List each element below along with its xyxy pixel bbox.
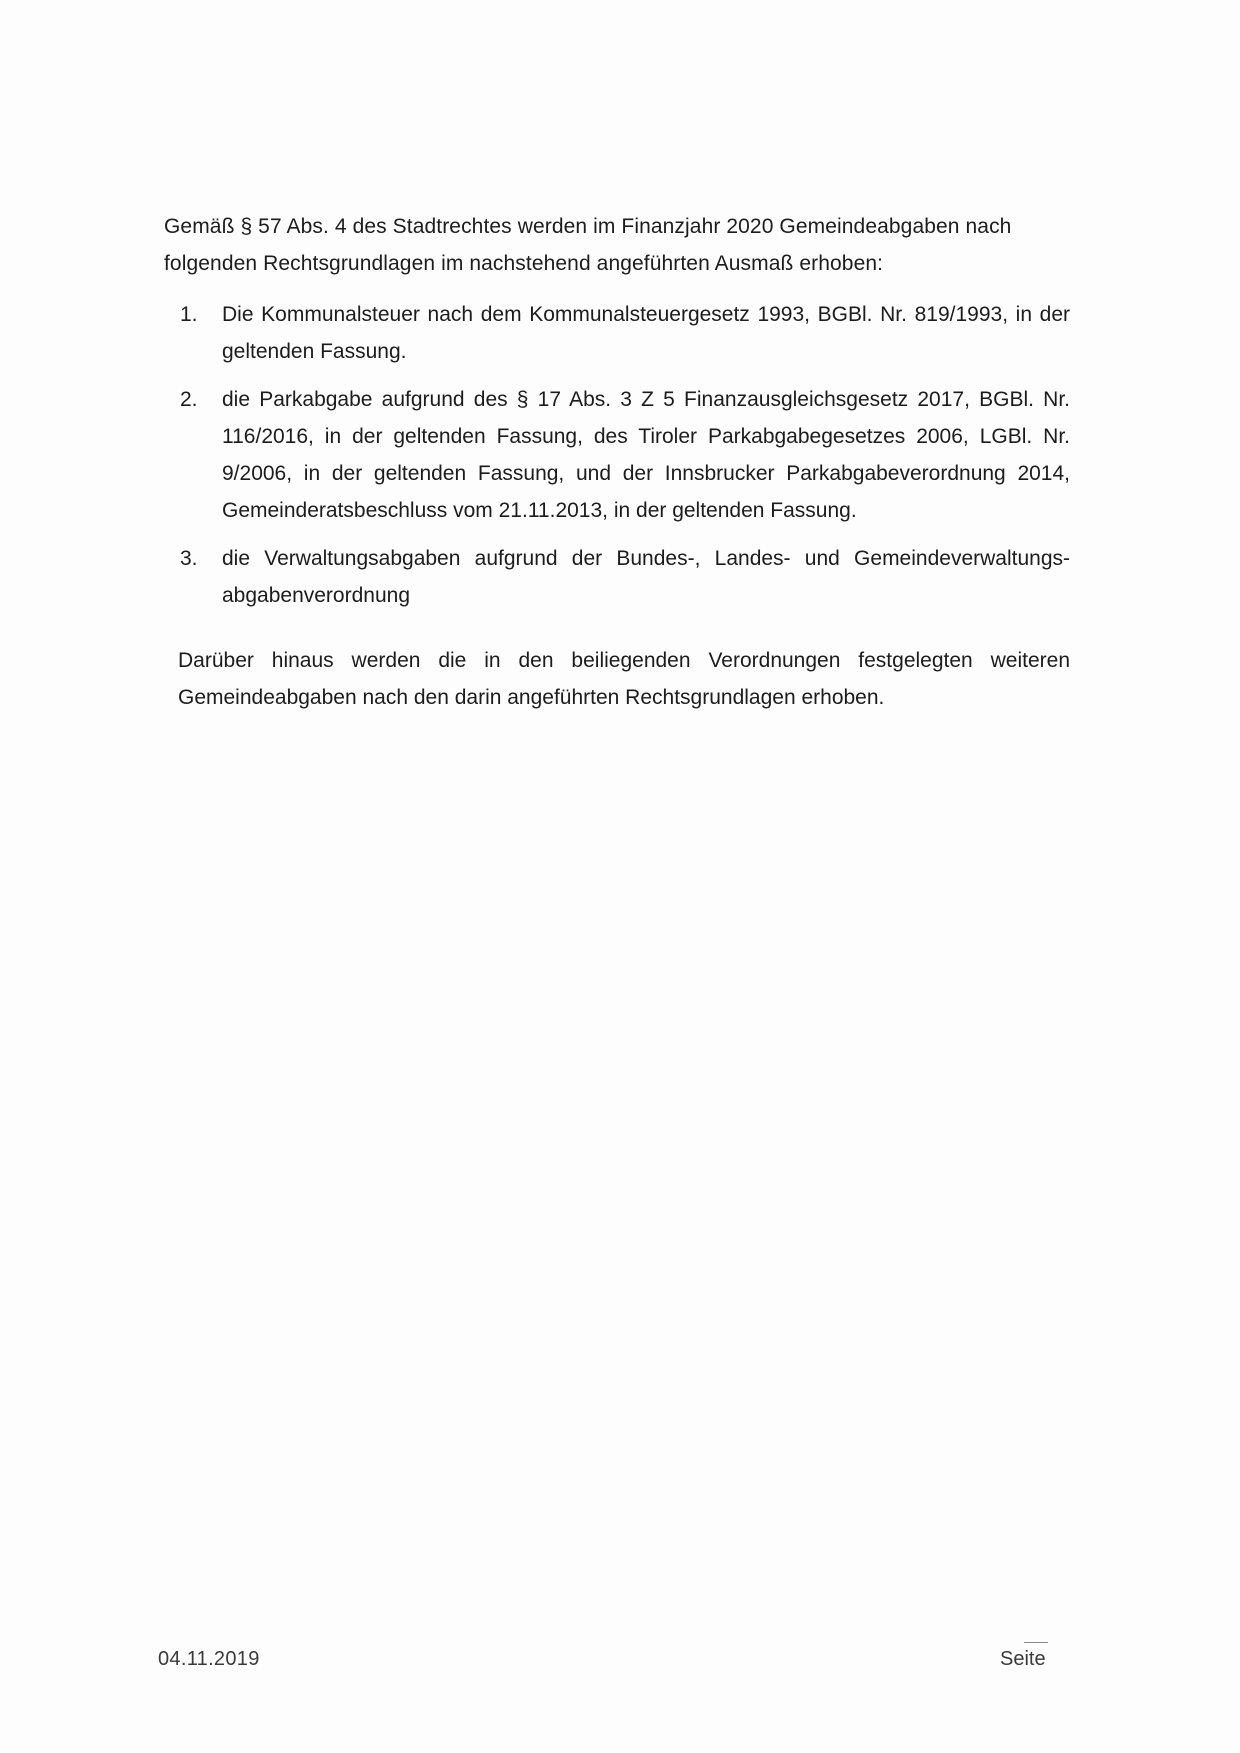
legal-basis-list	[164, 296, 1070, 614]
closing-paragraph: Darüber hinaus werden die in den beiliegenden Verordnungen festgelegten weiteren Gemeindeabgaben nach den darin angeführten Rechtsgrundlagen erhoben.	[178, 649, 1070, 709]
footer-date: 04.11.2019	[158, 1648, 260, 1670]
list-item	[164, 381, 1070, 529]
list-item-number: 2.	[180, 388, 198, 411]
list-item-text: Die Kommunalsteuer nach dem Kommunalsteuergesetz 1993, BGBl. Nr. 819/1993, in der geltenden Fassung.	[222, 303, 1070, 363]
list-item-number: 3.	[180, 547, 198, 570]
document-body	[164, 208, 1070, 716]
list-item-text: die Parkabgabe aufgrund des § 17 Abs. 3 Z 5 Finanzausgleichsgesetz 2017, BGBl. Nr. 116/2016, in der geltenden Fassung, des Tiroler Parkabgabegesetzes 2006, LGBl. Nr. 9/2006, in der geltenden Fassung, und der Innsbrucker Parkabgabeverordnung 2014, Gemeinderatsbeschluss vom 21.11.2013, in der geltenden Fassung.	[222, 388, 1070, 522]
list-item	[164, 296, 1070, 370]
footer-page-label: Seite	[1000, 1648, 1046, 1670]
footer-divider	[1024, 1642, 1048, 1643]
list-item-text: die Verwaltungsabgaben aufgrund der Bundes-, Landes- und Gemeindeverwaltungs-abgabenverordnung	[222, 547, 1070, 607]
list-item	[164, 540, 1070, 614]
list-item-number: 1.	[180, 303, 198, 326]
intro-paragraph: Gemäß § 57 Abs. 4 des Stadtrechtes werden im Finanzjahr 2020 Gemeindeabgaben nach folgenden Rechtsgrundlagen im nachstehend angeführten Ausmaß erhoben:	[164, 215, 1012, 275]
